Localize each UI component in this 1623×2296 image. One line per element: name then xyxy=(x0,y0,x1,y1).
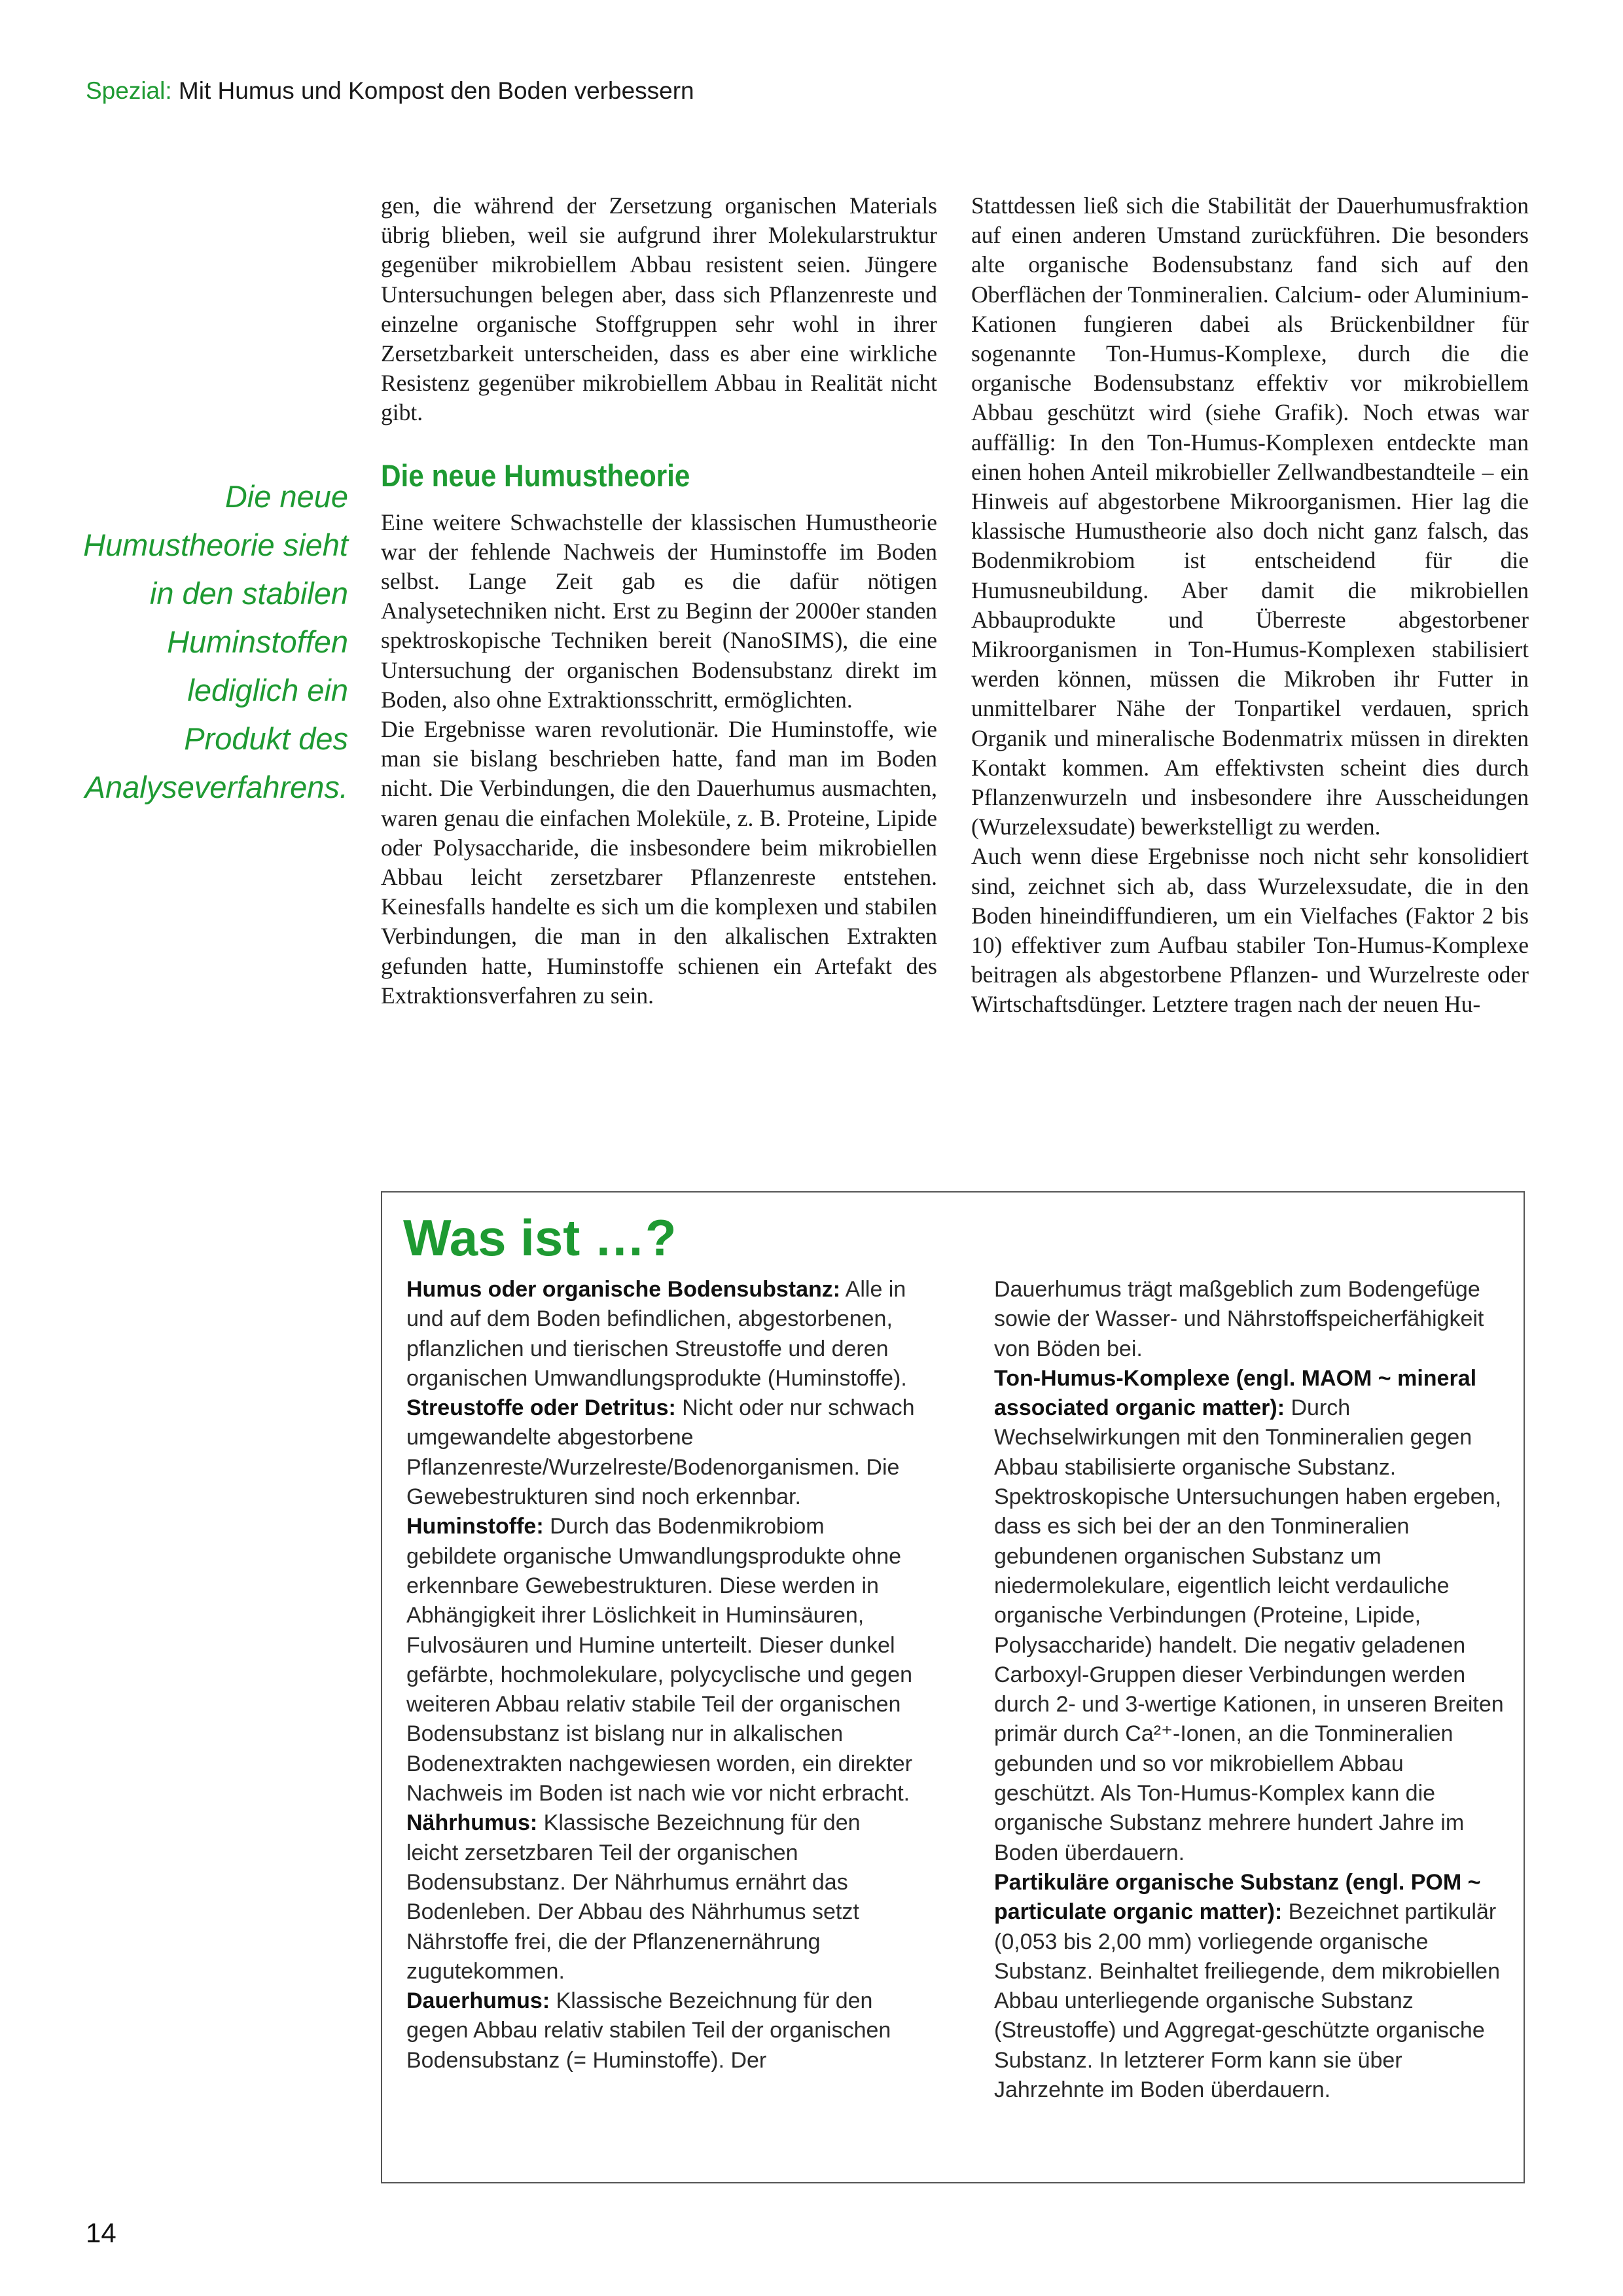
glossary-entry xyxy=(406,1808,917,1986)
glossary-entry xyxy=(994,1275,1505,1364)
article-paragraph: Die Ergebnisse waren revolutionär. Die Huminstoffe, wie man sie bislang beschrieben hatte, fand man im Boden nicht. Die Verbindungen, die den Dauerhumus ausmachten, waren genau die einfachen Moleküle, z. B. Proteine, Lipide oder Polysaccharide, die insbesondere beim mikrobiellen Abbau leicht zersetzbarer Pflanzenreste entstehen. Keinesfalls handelte es sich um die komplexen und stabilen Verbindungen, die man in den alkalischen Extrakten gefunden hatte, Huminstoffe schienen ein Artefakt des Extraktionsverfahren zu sein. xyxy=(381,716,937,1009)
article-paragraph: gen, die während der Zersetzung organischen Materials übrig blieben, weil sie aufgrund ihrer Molekularstruktur gegenüber mikrobiellem Abbau resistent seien. Jüngere Untersuchungen belegen aber, dass sich Pflanzenreste und einzelne organische Stoffgruppen sehr wohl in ihrer Zersetzbarkeit unterscheiden, dass es aber eine wirkliche Resistenz gegenüber mikrobiellem Abbau in Realität nicht gibt. xyxy=(381,192,937,426)
glossary-term: Huminstoffe: xyxy=(406,1514,544,1539)
glossary-definition: Nicht oder nur schwach umgewandelte abgestorbene Pflanzenreste/Wurzelreste/Bodenorganismen. Die Gewebestrukturen sind noch erkennbar. xyxy=(406,1395,915,1510)
glossary-entry xyxy=(406,1393,917,1512)
glossary-definition: Durch Wechselwirkungen mit den Tonmineralien gegen Abbau stabilisierte organische Substanz. Spektroskopische Untersuchungen haben ergeben, dass es sich bei der an den Tonmineralien gebundenen organischen Substanz um niedermolekulare, eigentlich leicht verdauliche organische Verbindungen (Proteine, Lipide, Polysaccharide) handelt. Die negativ geladenen Carboxyl-Gruppen dieser Verbindungen werden durch 2- und 3-wertige Kationen, in unseren Breiten primär durch Ca²⁺-Ionen, an die Tonmineralien gebunden und so vor mikrobiellem Abbau geschützt. Als Ton-Humus-Komplex kann die organische Substanz mehrere hundert Jahre im Boden überdauern. xyxy=(994,1395,1504,1865)
article-column-left xyxy=(381,191,937,1011)
glossary-definition: Dauerhumus trägt maßgeblich zum Bodengefüge sowie der Wasser- und Nährstoffspeicherfähigkeit von Böden bei. xyxy=(994,1277,1484,1361)
glossary-definition: Durch das Bodenmikrobiom gebildete organische Umwandlungsprodukte ohne erkennbare Gewebestrukturen. Diese werden in Abhängigkeit ihrer Löslichkeit in Huminsäuren, Fulvosäuren und Humine unterteilt. Dieser dunkel gefärbte, hochmolekulare, polycyclische und gegen weiteren Abbau relativ stabile Teil der organischen Bodensubstanz ist bislang nur in alkalischen Bodenextrakten nachgewiesen worden, ein direkter Nachweis im Boden ist nach wie vor nicht erbracht. xyxy=(406,1514,913,1806)
glossary-entry xyxy=(406,1986,917,2075)
glossary-title: Was ist …? xyxy=(403,1209,677,1266)
glossary-entry xyxy=(994,1868,1505,2105)
glossary-entry xyxy=(994,1364,1505,1868)
glossary-term: Nährhumus: xyxy=(406,1810,538,1836)
page-number: 14 xyxy=(86,2217,116,2248)
glossary-term: Dauerhumus: xyxy=(406,1988,550,2014)
glossary-term: Streustoffe oder Detritus: xyxy=(406,1395,676,1421)
glossary-term: Ton-Humus-Komplexe (engl. MAOM ~ mineral associated organic matter): xyxy=(994,1365,1477,1421)
running-header xyxy=(86,77,694,105)
glossary-entry xyxy=(406,1512,917,1808)
section-heading: Die neue Humustheorie xyxy=(381,457,690,493)
glossary-box xyxy=(381,1191,1525,2183)
glossary-definition: Alle in und auf dem Boden befindlichen, abgestorbenen, pflanzlichen und tierischen Streustoffe und deren organischen Umwandlungsprodukte (Huminstoffe). xyxy=(406,1277,907,1391)
article-paragraph: Stattdessen ließ sich die Stabilität der Dauerhumusfraktion auf einen anderen Umstand zurückführen. Die besonders alte organische Bodensubstanz fand sich auf den Oberflächen der Tonmineralien. Calcium- oder Aluminium-Kationen fungieren dabei als Brückenbildner für sogenannte Ton-Humus-Komplexe, durch die die organische Bodensubstanz effektiv vor mikrobiellem Abbau geschützt wird (siehe Grafik). Noch etwas war auffällig: In den Ton-Humus-Komplexen entdeckte man einen hohen Anteil mikrobieller Zellwandbestandteile – ein Hinweis auf abgestorbene Mikroorganismen. Hier lag die klassische Humustheorie also doch nicht ganz falsch, das Bodenmikrobiom ist entscheidend für die Humusneubildung. Aber damit die mikrobiellen Abbauprodukte und Überreste abgestorbener Mikroorganismen in Ton-Humus-Komplexen stabilisiert werden können, müssen die Mikroben ihr Futter in unmittelbarer Nähe der Tonpartikel verdauen, sprich Organik und mineralische Bodenmatrix müssen in direkten Kontakt kommen. Am effektivsten scheint dies durch Pflanzenwurzeln und insbesondere ihre Ausscheidungen (Wurzelexsudate) bewerkstelligt zu werden. xyxy=(971,192,1529,840)
glossary-definition: Bezeichnet partikulär (0,053 bis 2,00 mm) vorliegende organische Substanz. Beinhaltet freiliegende, dem mikrobiellen Abbau unterliegende organische Substanz (Streustoffe) und Aggregat-geschützte organische Substanz. In letzterer Form kann sie über Jahrzehnte im Boden überdauern. xyxy=(994,1899,1501,2103)
glossary-definition: Klassische Bezeichnung für den gegen Abbau relativ stabilen Teil der organischen Bodensubstanz (= Huminstoffe). Der xyxy=(406,1988,891,2073)
header-section-label: Spezial: xyxy=(86,77,172,104)
article-paragraph: Eine weitere Schwachstelle der klassischen Humustheorie war der fehlende Nachweis der Huminstoffe im Boden selbst. Lange Zeit gab es die dafür nötigen Analysetechniken nicht. Erst zu Beginn der 2000er standen spektroskopische Techniken bereit (NanoSIMS), die eine Untersuchung der organischen Bodensubstanz direkt im Boden, also ohne Extraktionsschritt, ermöglichten. xyxy=(381,509,937,713)
glossary-term: Humus oder organische Bodensubstanz: xyxy=(406,1277,841,1302)
glossary-definition: Klassische Bezeichnung für den leicht zersetzbaren Teil der organischen Bodensubstanz. Der Nährhumus ernährt das Bodenleben. Der Abbau des Nährhumus setzt Nährstoffe frei, die der Pflanzenernährung zugutekommen. xyxy=(406,1810,861,1984)
glossary-column-right xyxy=(994,1275,1505,2105)
glossary-column-left xyxy=(406,1275,917,2075)
article-paragraph: Auch wenn diese Ergebnisse noch nicht sehr konsolidiert sind, zeichnet sich ab, dass Wurzelexsudate, die in den Boden hineindiffundieren, um ein Vielfaches (Faktor 2 bis 10) effektiver zum Aufbau stabiler Ton-Humus-Komplexe beitragen als abgestorbene Pflanzen- und Wurzelreste oder Wirtschaftsdünger. Letztere tragen nach der neuen Hu- xyxy=(971,843,1529,1018)
article-column-right xyxy=(971,191,1529,1020)
header-title: Mit Humus und Kompost den Boden verbessern xyxy=(178,77,694,104)
pull-quote: Die neue Humustheorie sieht in den stabilen Huminstoffen lediglich ein Produkt des Analyseverfahrens. xyxy=(83,479,348,804)
glossary-entry xyxy=(406,1275,917,1393)
glossary-term: Partikuläre organische Substanz (engl. POM ~ particulate organic matter): xyxy=(994,1869,1481,1925)
